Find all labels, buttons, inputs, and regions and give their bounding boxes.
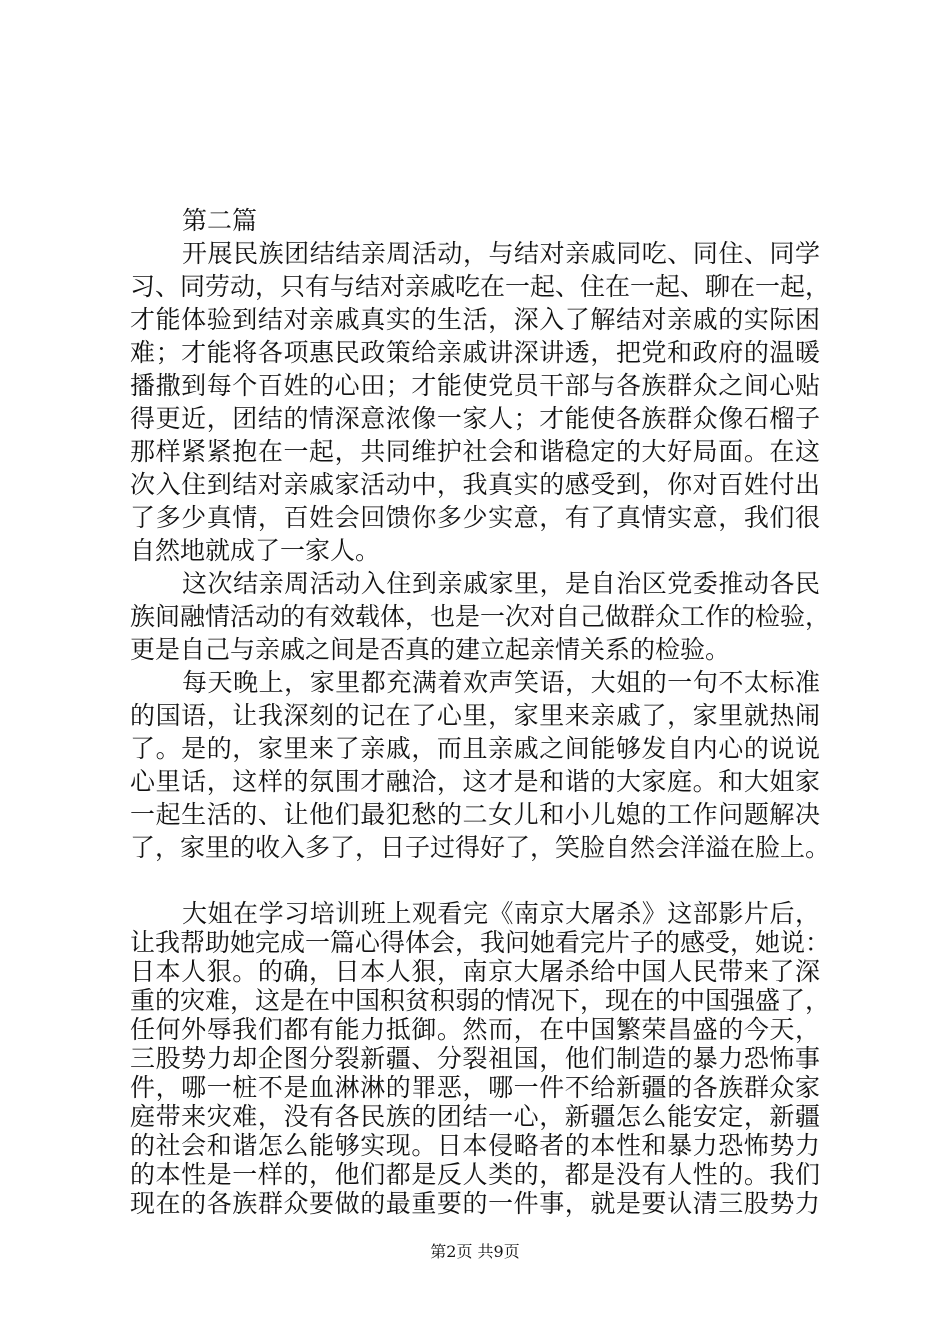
- text-line: 大姐在学习培训班上观看完《南京大屠杀》这部影片后，: [182, 899, 820, 928]
- text-line: 播撒到每个百姓的心田；才能使党员干部与各族群众之间心贴: [130, 371, 820, 400]
- text-line: 了多少真情，百姓会回馈你多少实意，有了真情实意，我们很: [130, 503, 820, 532]
- text-line: 更是自己与亲戚之间是否真的建立起亲情关系的检验。: [130, 635, 731, 664]
- text-line: 的本性是一样的，他们都是反人类的，都是没有人性的。我们: [130, 1160, 820, 1189]
- text-line: 每天晚上，家里都充满着欢声笑语，大姐的一句不太标准: [182, 668, 820, 697]
- text-line: 三股势力却企图分裂新疆、分裂祖国，他们制造的暴力恐怖事: [130, 1044, 820, 1073]
- text-line: 现在的各族群众要做的最重要的一件事，就是要认清三股势力: [130, 1189, 820, 1218]
- text-line: 的国语，让我深刻的记在了心里，家里来亲戚了，家里就热闹: [130, 701, 820, 730]
- text-line: 开展民族团结结亲周活动，与结对亲戚同吃、同住、同学: [182, 239, 820, 268]
- text-line: 让我帮助她完成一篇心得体会，我问她看完片子的感受，她说：: [130, 928, 831, 957]
- text-line: 习、同劳动，只有与结对亲戚吃在一起、住在一起、聊在一起，: [130, 272, 831, 301]
- text-line: 这次结亲周活动入住到亲戚家里，是自治区党委推动各民: [182, 569, 820, 598]
- text-line: 难；才能将各项惠民政策给亲戚讲深讲透，把党和政府的温暖: [130, 338, 820, 367]
- section-heading: 第二篇: [182, 206, 258, 235]
- text-line: 任何外辱我们都有能力抵御。然而，在中国繁荣昌盛的今天，: [130, 1015, 820, 1044]
- page-footer: 第2页 共9页: [430, 1242, 520, 1261]
- text-line: 得更近，团结的情深意浓像一家人；才能使各族群众像石榴子: [130, 404, 820, 433]
- text-line: 的社会和谐怎么能够实现。日本侵略者的本性和暴力恐怖势力: [130, 1131, 820, 1160]
- text-line: 才能体验到结对亲戚真实的生活，深入了解结对亲戚的实际困: [130, 305, 820, 334]
- text-line: 件，哪一桩不是血淋淋的罪恶，哪一件不给新疆的各族群众家: [130, 1073, 820, 1102]
- text-line: 日本人狠。的确，日本人狠，南京大屠杀给中国人民带来了深: [130, 957, 820, 986]
- text-line: 了，家里的收入多了，日子过得好了，笑脸自然会洋溢在脸上。: [130, 833, 831, 862]
- text-line: 自然地就成了一家人。: [130, 536, 381, 565]
- text-line: 一起生活的、让他们最犯愁的二女儿和小儿媳的工作问题解决: [130, 800, 820, 829]
- text-line: 族间融情活动的有效载体，也是一次对自己做群众工作的检验，: [130, 602, 831, 631]
- text-line: 次入住到结对亲戚家活动中，我真实的感受到，你对百姓付出: [130, 470, 820, 499]
- text-line: 那样紧紧抱在一起，共同维护社会和谐稳定的大好局面。在这: [130, 437, 820, 466]
- text-line: 了。是的，家里来了亲戚，而且亲戚之间能够发自内心的说说: [130, 734, 820, 763]
- text-line: 重的灾难，这是在中国积贫积弱的情况下，现在的中国强盛了，: [130, 986, 831, 1015]
- text-line: 庭带来灾难，没有各民族的团结一心，新疆怎么能安定，新疆: [130, 1102, 820, 1131]
- text-line: 心里话，这样的氛围才融洽，这才是和谐的大家庭。和大姐家: [130, 767, 820, 796]
